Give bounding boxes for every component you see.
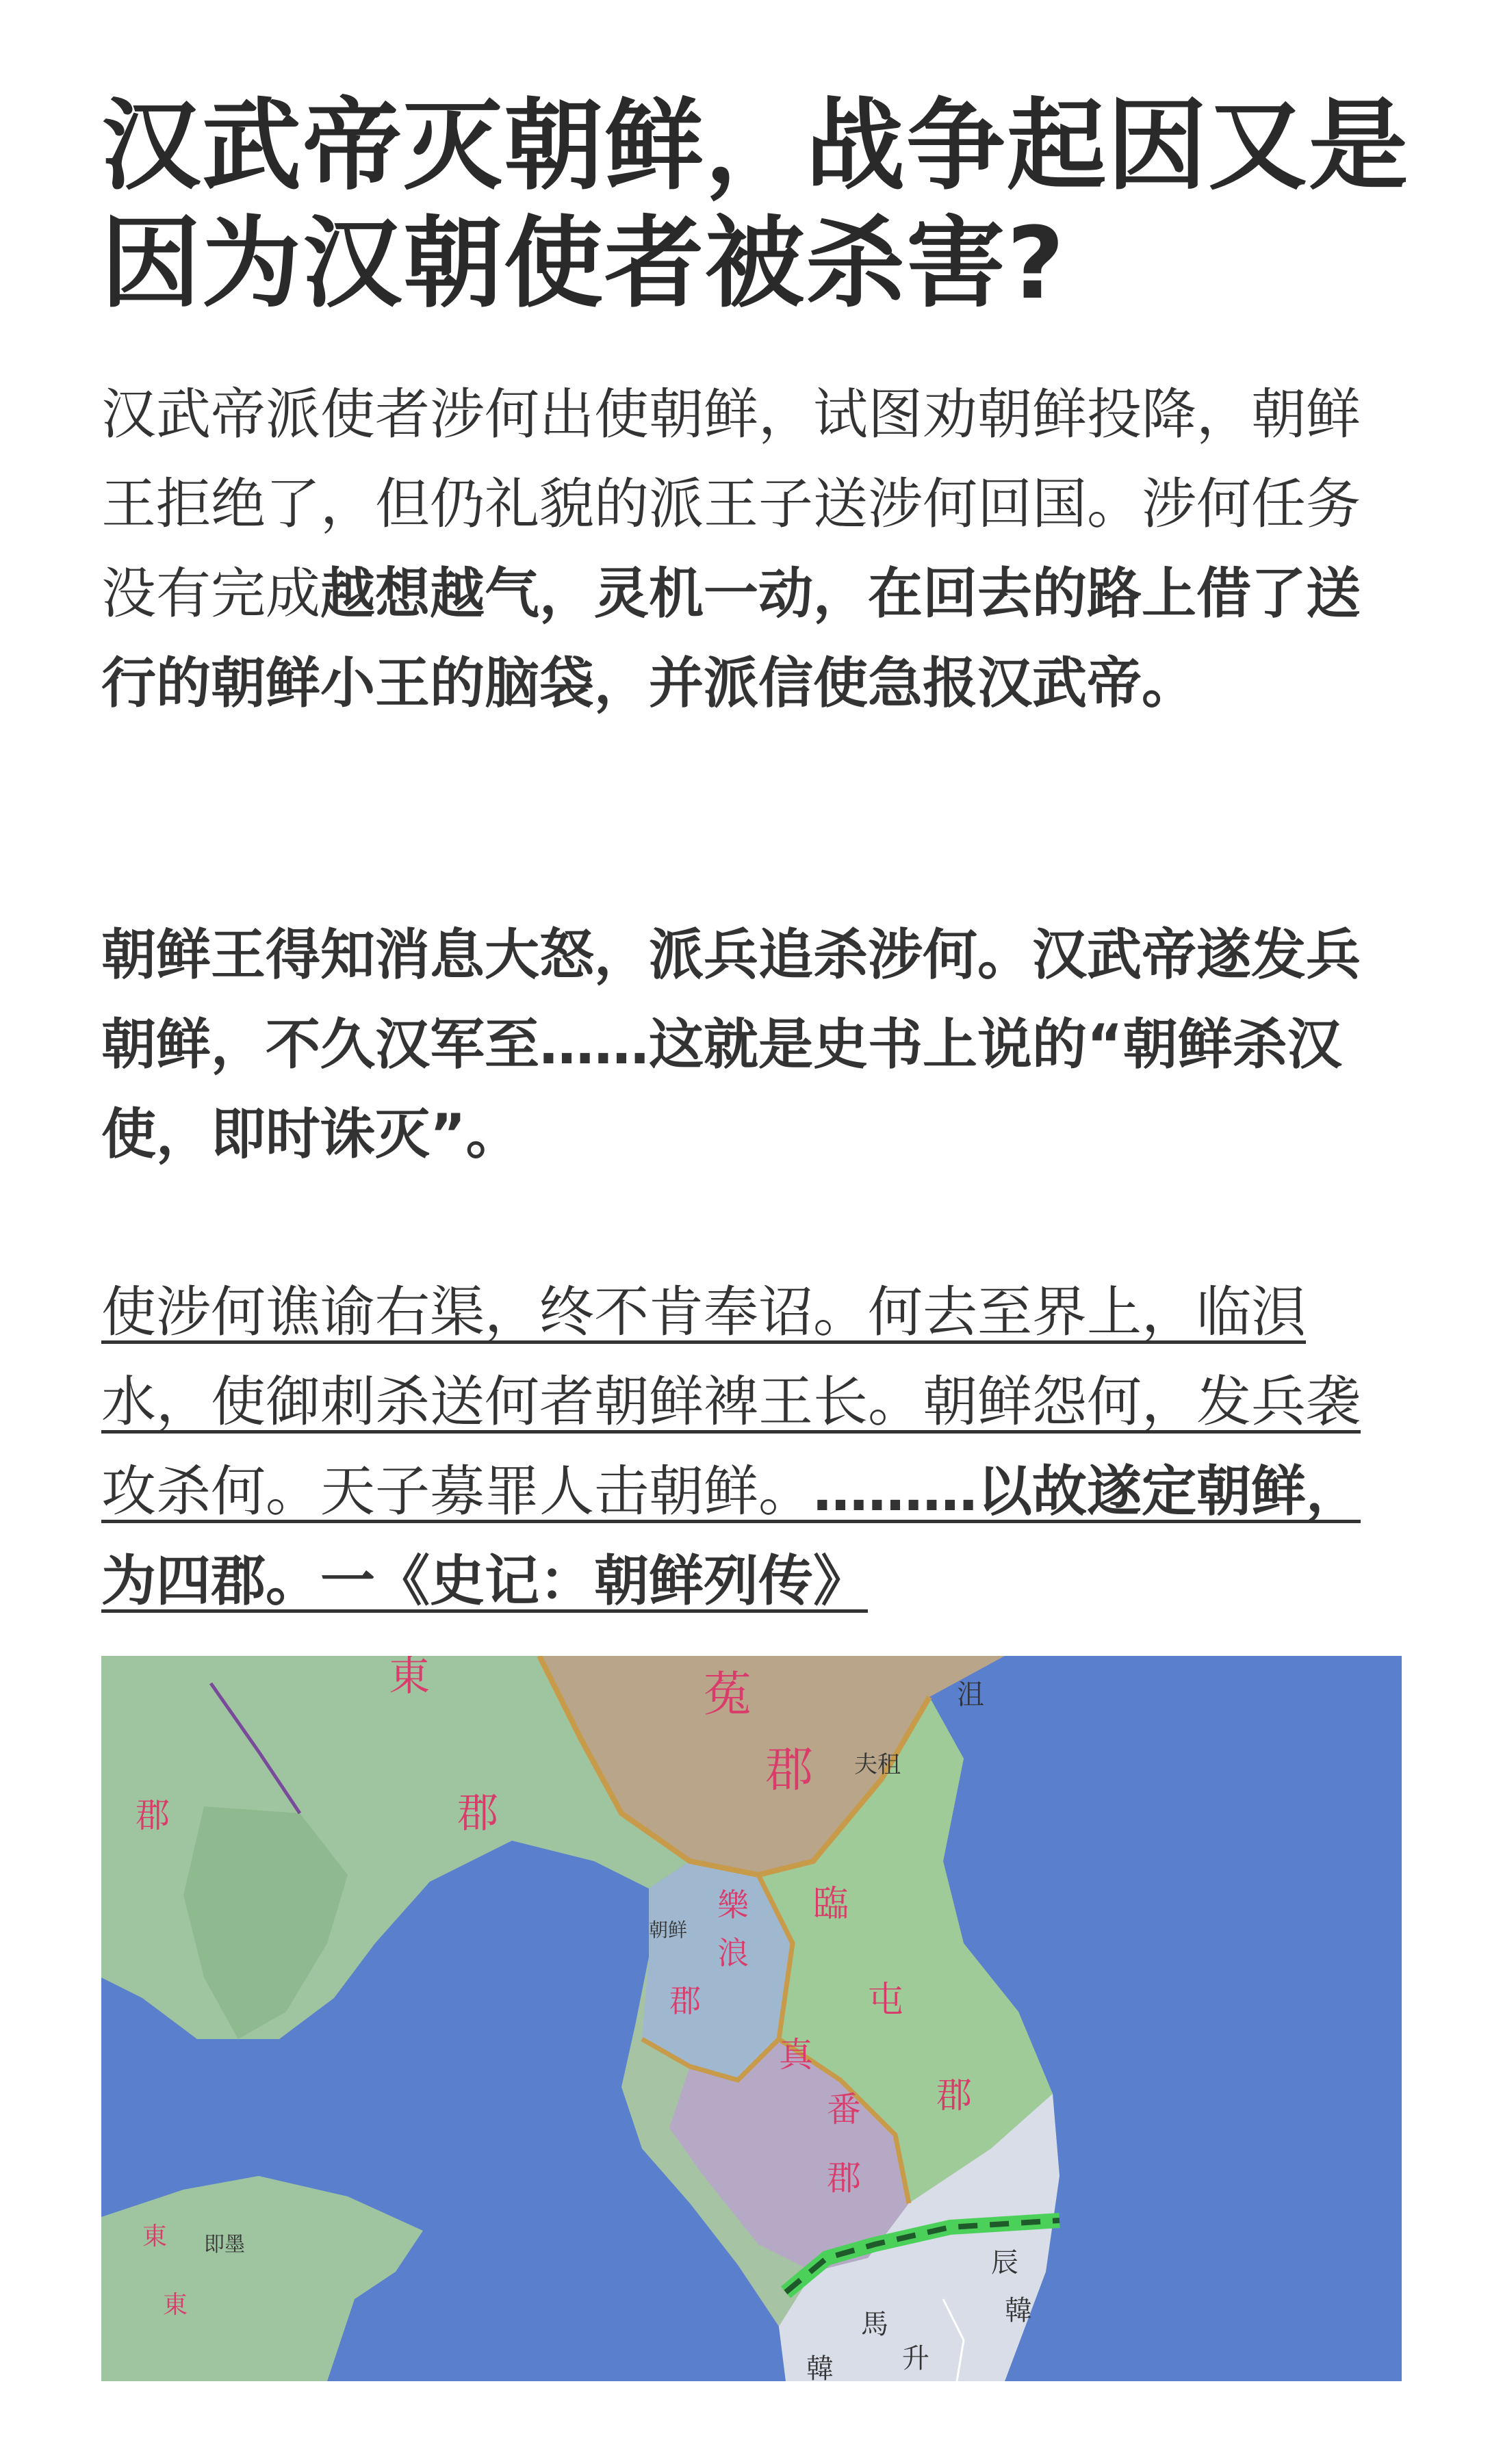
quote-paragraph <box>101 1267 1402 1626</box>
label-han2: 韓 <box>806 2353 834 2381</box>
label-fuzu: 夫租 <box>854 1751 901 1778</box>
paragraph-1 <box>101 369 1402 728</box>
label-sheng: 升 <box>902 2343 929 2374</box>
quote-part2: ………以故遂定朝鲜，为四郡。一《史记：朝鲜列传》 <box>101 1460 1361 1613</box>
label-zhen: 真 <box>779 2035 813 2075</box>
label-chen: 辰 <box>991 2247 1018 2279</box>
label-jun-3: 郡 <box>136 1795 170 1835</box>
label-jun-4: 郡 <box>669 1982 701 2019</box>
label-jun-1: 郡 <box>765 1741 813 1798</box>
map-graphic <box>101 1656 1402 2381</box>
label-dongyi: 東 <box>142 2222 168 2251</box>
label-dong2: 東 <box>163 2291 188 2319</box>
article-title: 汉武帝灭朝鲜，战争起因又是因为汉朝使者被杀害? <box>101 88 1409 322</box>
label-le: 樂 <box>717 1886 749 1923</box>
historical-map-image <box>101 1656 1402 2381</box>
label-jun-zhenfan: 郡 <box>827 2158 861 2198</box>
label-jun-2: 郡 <box>457 1789 498 1837</box>
label-ju: 沮 <box>957 1679 984 1711</box>
label-fan: 番 <box>827 2090 861 2129</box>
label-xuantu: 菟 <box>704 1666 752 1722</box>
label-ma: 馬 <box>861 2309 888 2340</box>
label-tun: 屯 <box>868 1980 904 2021</box>
label-dong: 東 <box>389 1656 430 1700</box>
paragraph-1-part1: 汉武帝派使者涉何出使朝鲜，试图劝朝鲜投降，朝鲜王拒绝了，但仍礼貌的派王子送涉何回国。涉何任务没有完成 <box>101 382 1361 625</box>
quote-part1: 使涉何谯谕右渠，终不肯奉诏。何去至界上，临浿水，使御刺杀送何者朝鲜裨王长。朝鲜怨何，发兵袭攻杀何。天子募罪人击朝鲜。 <box>101 1280 1361 1523</box>
label-jimo: 即墨 <box>204 2233 245 2257</box>
label-han: 韓 <box>1005 2295 1032 2326</box>
label-chaoxian: 朝鲜 <box>649 1919 688 1941</box>
label-lang: 浪 <box>717 1934 749 1971</box>
label-lin: 臨 <box>813 1884 849 1925</box>
paragraph-2: 朝鲜王得知消息大怒，派兵追杀涉何。汉武帝遂发兵朝鲜，不久汉军至……这就是史书上说的“朝鲜杀汉使，即时诛灭”。 <box>101 923 1361 1166</box>
label-jun-lintun: 郡 <box>936 2075 973 2116</box>
paragraph-1-part2: 越想越气，灵机一动，在回去的路上借了送行的朝鲜小王的脑袋，并派信使急报汉武帝。 <box>101 562 1361 715</box>
